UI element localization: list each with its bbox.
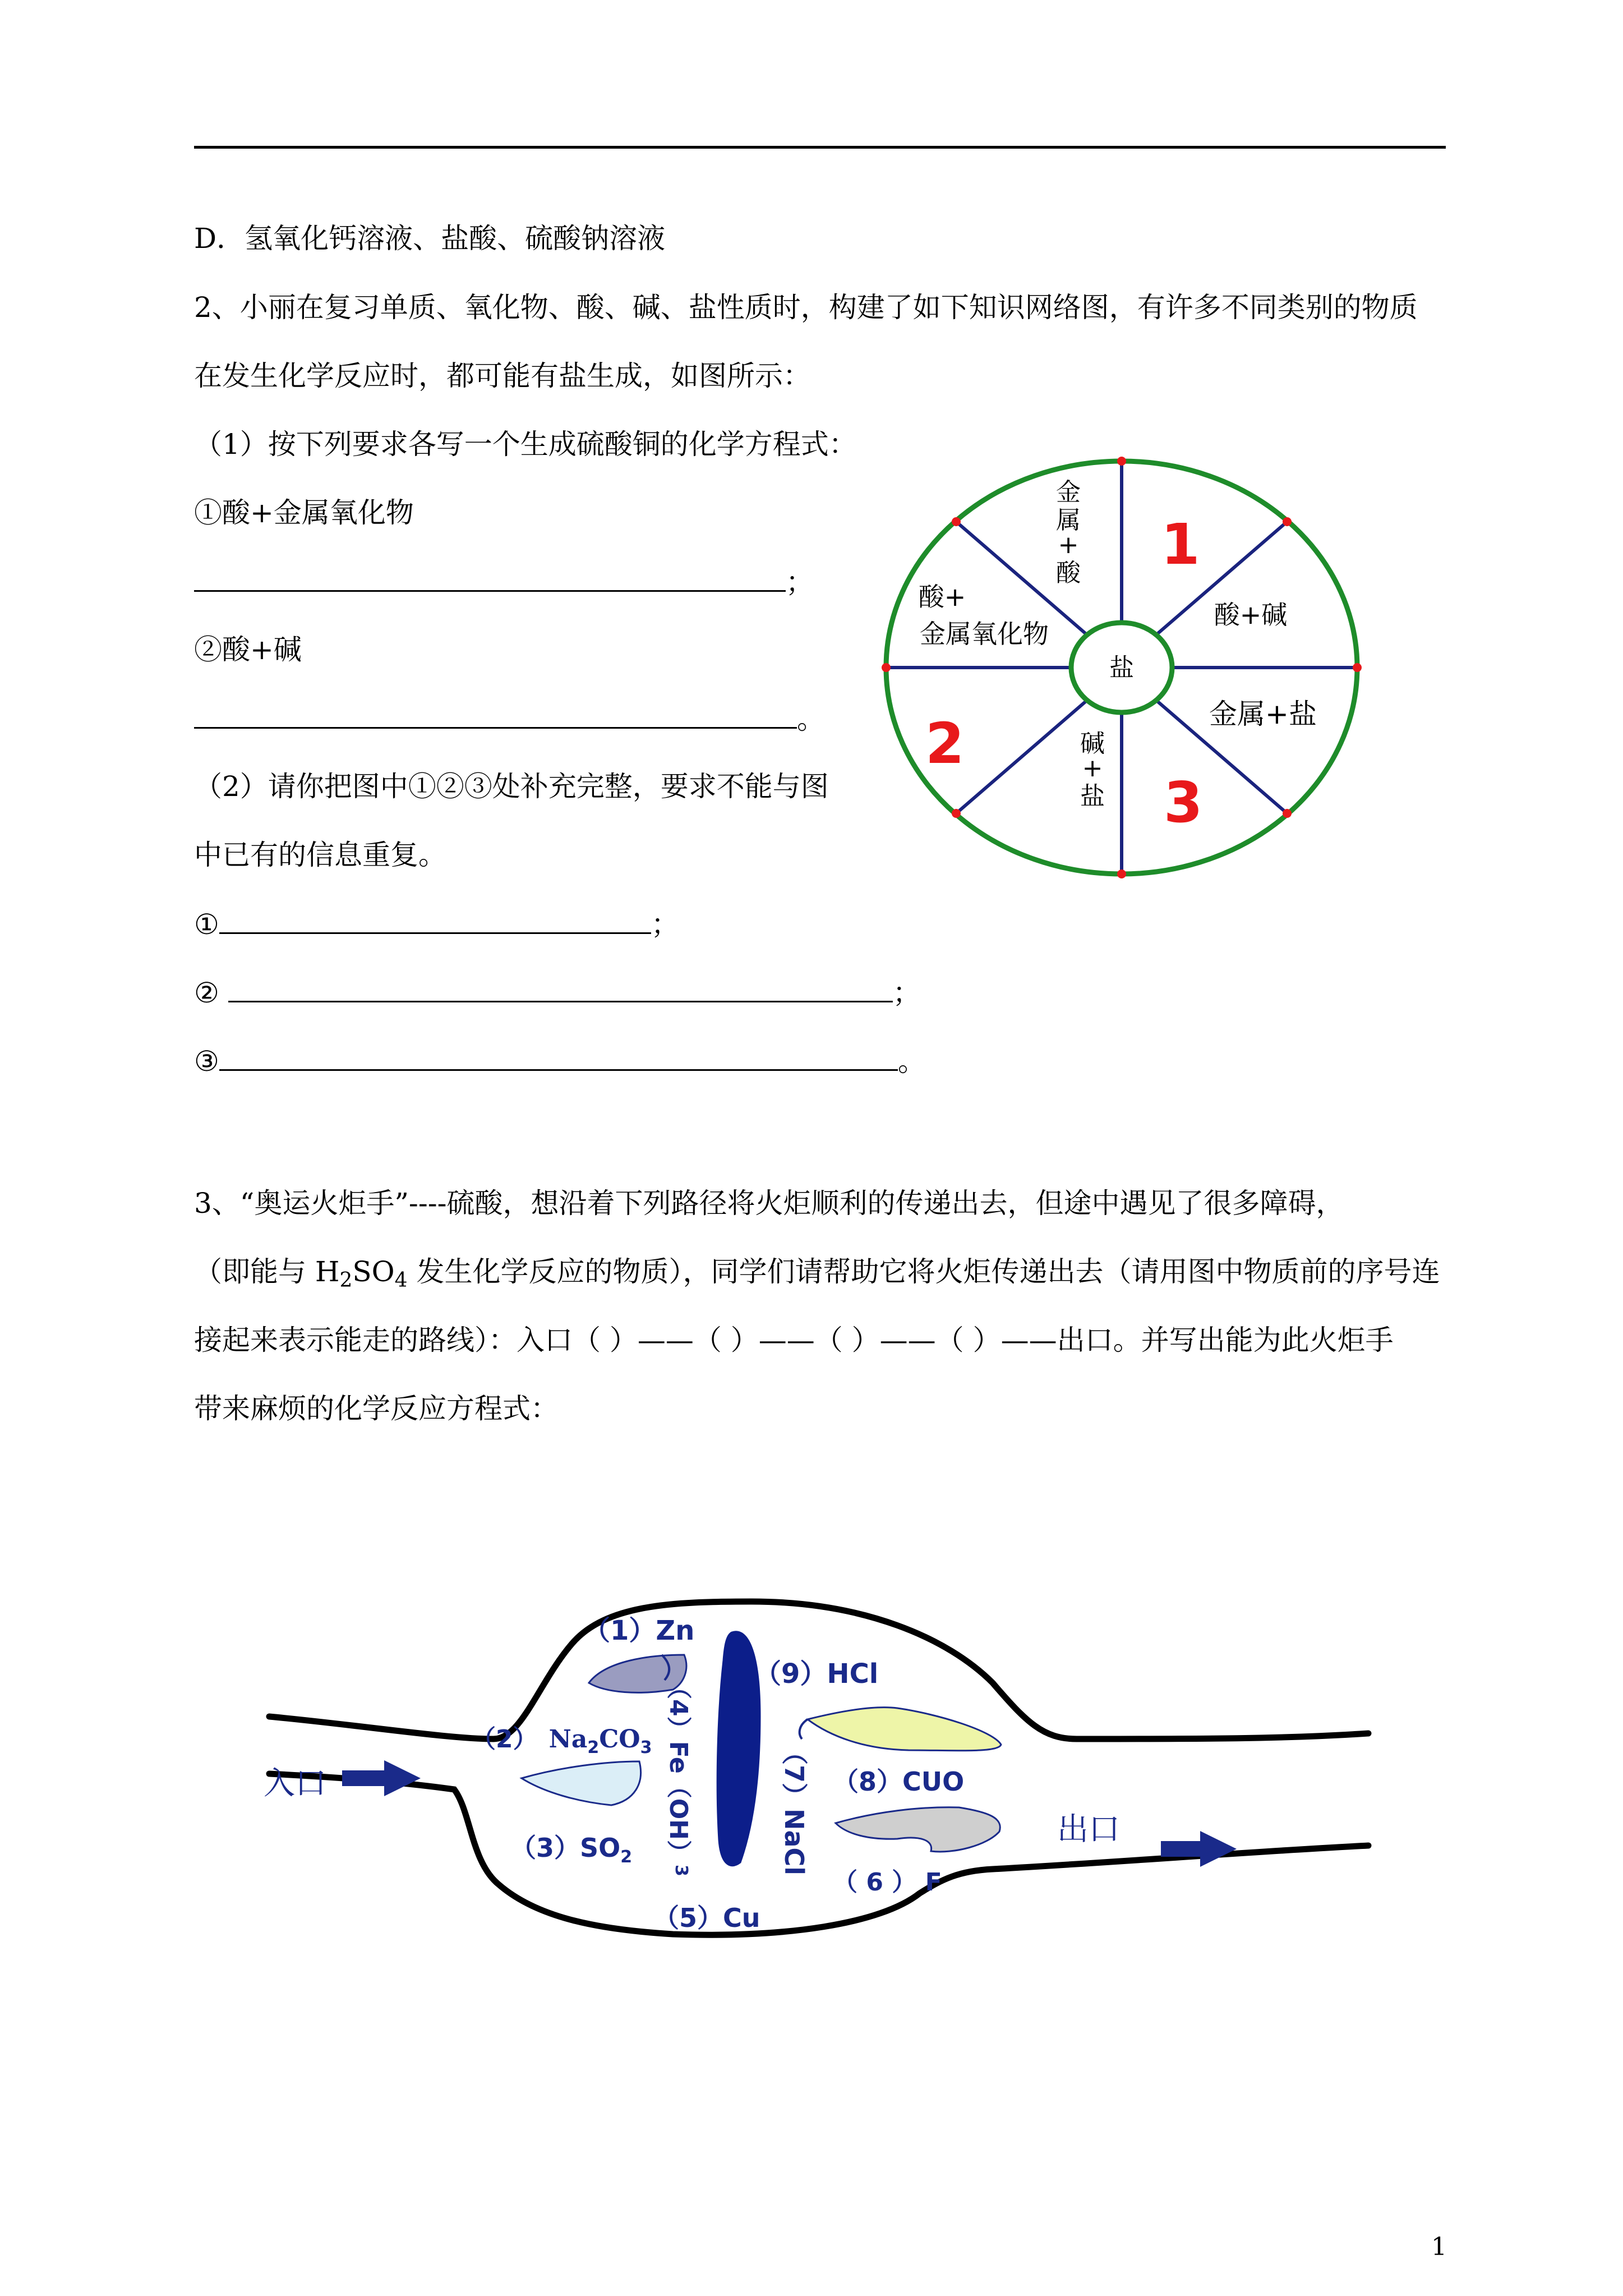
label-na2co3: （2） $Na_2CO_3$ bbox=[471, 1725, 652, 1757]
page-number: 1 bbox=[1431, 2233, 1447, 2261]
q2-line2: 在发生化学反应时，都可能有盐生成，如图所示： bbox=[194, 360, 811, 392]
q2-answer2: 。 bbox=[194, 701, 825, 736]
entrance-label: 入口 bbox=[264, 1765, 326, 1802]
option-d: D．氢氧化钙溶液、盐酸、硫酸钠溶液 bbox=[194, 222, 666, 255]
answer-blank[interactable] bbox=[219, 907, 651, 934]
entrance-arrow bbox=[342, 1760, 421, 1796]
shape-cuo bbox=[808, 1708, 1001, 1751]
label-acid-oxide-1: 酸+ bbox=[918, 582, 966, 612]
svg-text:碱: 碱 bbox=[1080, 729, 1105, 758]
label-hcl: （9）HCl bbox=[754, 1658, 879, 1690]
label-base-salt bbox=[1080, 729, 1105, 811]
label-acid-base: 酸+碱 bbox=[1214, 600, 1288, 630]
q3-line1: 3、“奥运火炬手”----硫酸，想沿着下列路径将火炬顺利的传递出去，但途中遇见了很多障碍， bbox=[194, 1187, 1344, 1220]
header-rule bbox=[194, 146, 1446, 149]
svg-text:金: 金 bbox=[1056, 478, 1081, 507]
label-cuo: （8）CUO bbox=[833, 1766, 965, 1797]
torch-path-diagram bbox=[247, 1571, 1413, 2008]
answer-blank[interactable] bbox=[194, 701, 797, 729]
svg-text:+: + bbox=[1082, 754, 1103, 783]
blank-number-3: 3 bbox=[1164, 770, 1203, 835]
label-zn: （1）Zn bbox=[583, 1615, 695, 1646]
label-acid-oxide-2: 金属氧化物 bbox=[920, 619, 1049, 649]
blank-number-1: 1 bbox=[1161, 512, 1200, 577]
pointer-nacl bbox=[800, 1719, 808, 1739]
q2-blank-1: ① ； bbox=[194, 907, 679, 941]
q2-part1: （1）按下列要求各写一个生成硫酸铜的化学方程式： bbox=[194, 428, 857, 461]
path-outline bbox=[269, 1602, 1368, 1935]
shape-hcl bbox=[717, 1632, 760, 1866]
q2-answer1: ； bbox=[194, 564, 814, 599]
label-f: （ 6 ） F bbox=[833, 1868, 942, 1897]
svg-text:盐: 盐 bbox=[1080, 782, 1105, 811]
answer-blank[interactable] bbox=[219, 1043, 898, 1071]
label-metal-acid bbox=[1056, 478, 1081, 587]
label-cu: （5）Cu bbox=[653, 1903, 760, 1933]
label-so2: $(3)SO_2$ bbox=[510, 1833, 633, 1867]
q2-part2-a: （2）请你把图中①②③处补充完整，要求不能与图 bbox=[194, 770, 829, 803]
knowledge-wheel bbox=[880, 449, 1374, 886]
exit-arrow bbox=[1161, 1831, 1237, 1867]
q2-blank-3: ③ 。 bbox=[194, 1043, 926, 1078]
q3-line3: 接起来表示能走的路线）：入口（ ）——（ ）——（ ）——（ ）——出口。并写出能为此火炬手 bbox=[194, 1324, 1394, 1356]
blank-number-2: 2 bbox=[925, 711, 965, 776]
label-metal-salt: 金属+盐 bbox=[1209, 698, 1317, 730]
svg-text:+: + bbox=[1058, 531, 1079, 559]
shape-f bbox=[836, 1807, 1000, 1852]
label-nacl: （7）NaCl bbox=[779, 1739, 809, 1876]
svg-text:酸: 酸 bbox=[1056, 559, 1081, 587]
q2-line1: 2、小丽在复习单质、氧化物、酸、碱、盐性质时，构建了如下知识网络图，有许多不同类别的物质 bbox=[194, 291, 1418, 324]
label-feoh3: （4）Fe（OH）$^3$ bbox=[664, 1674, 693, 1876]
q2-part2-b: 中已有的信息重复。 bbox=[194, 839, 446, 871]
q2-item2: ②酸+碱 bbox=[194, 633, 302, 666]
q3-line2: （即能与 $H_2SO_4$ 发生化学反应的物质），同学们请帮助它将火炬传递出去（请用图中物质前的序号连 bbox=[194, 1255, 1440, 1292]
svg-text:属: 属 bbox=[1056, 506, 1081, 535]
q3-line4: 带来麻烦的化学反应方程式： bbox=[194, 1392, 559, 1425]
center-label: 盐 bbox=[1109, 654, 1134, 682]
exit-label: 出口 bbox=[1057, 1811, 1120, 1848]
shape-so2 bbox=[522, 1761, 641, 1805]
q2-item1: ①酸+金属氧化物 bbox=[194, 496, 414, 529]
q2-blank-2: ② ； bbox=[194, 975, 921, 1010]
answer-blank[interactable] bbox=[194, 564, 786, 592]
answer-blank[interactable] bbox=[228, 975, 893, 1002]
